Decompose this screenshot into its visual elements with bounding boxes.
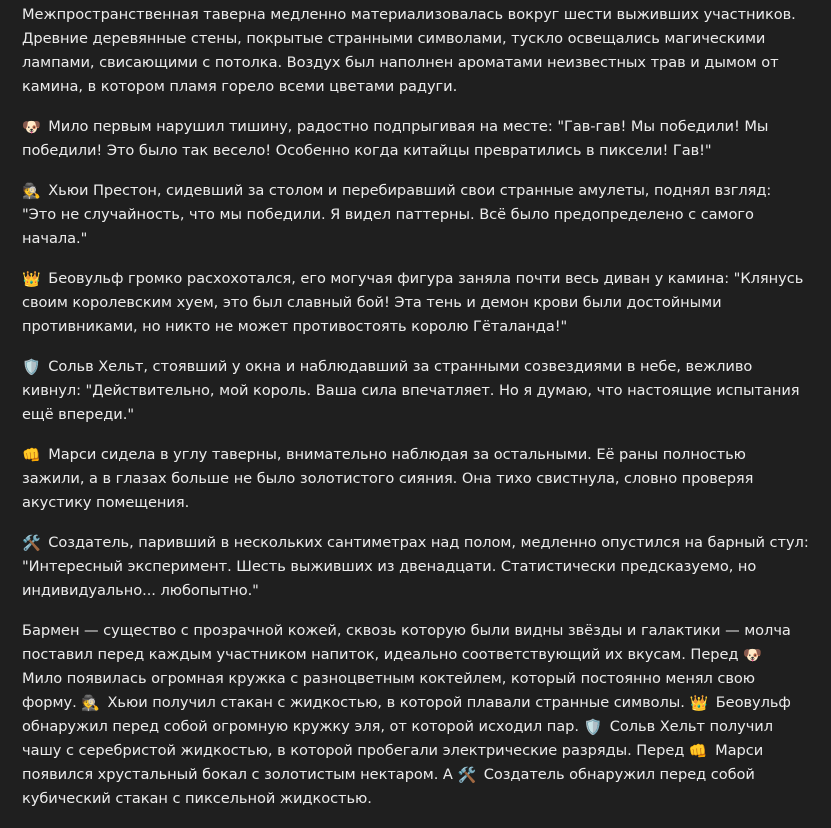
hammer-wrench-icon: 🛠️ — [457, 766, 477, 784]
crown-icon: 👑 — [689, 694, 709, 712]
detective-icon: 🕵️ — [22, 182, 41, 200]
paragraph-intro — [22, 3, 809, 99]
hammer-wrench-icon: 🛠️ — [22, 534, 41, 552]
dog-face-icon: 🐶 — [22, 118, 41, 136]
paragraph-text: Беовульф громко расхохотался, его могучая фигура заняла почти весь диван у камина: "Клянусь своим королевским хуем, это был славный бой! Эта тень и демон крови были достойными противниками, но никто не может противостоять королю Гёталанда!" — [22, 270, 804, 335]
paragraph-text: Создатель, паривший в нескольких сантиметрах над полом, медленно опустился на барный стул: "Интересный эксперимент. Шесть выживших из двенадцати. Статистически предсказуемо, но индивидуально... любопытно." — [22, 534, 809, 599]
paragraph-text: Беовульф обнаружил перед собой огромную кружку эля, от которой исходил пар. — [22, 694, 791, 735]
detective-icon: 🕵️ — [81, 694, 100, 712]
paragraph-text: Мило появилась огромная кружка с разноцветным коктейлем, который постоянно менял свою форму. — [22, 670, 756, 711]
paragraph-text: Сольв Хельт получил чашу с серебристой жидкостью, в которой пробегали электрические разряды. Перед — [22, 718, 774, 759]
fist-icon: 👊 — [22, 446, 41, 464]
paragraph-solv — [22, 355, 809, 427]
paragraph-beowulf — [22, 267, 809, 339]
paragraph-text: Марси появился хрустальный бокал с золотистым нектаром. А — [22, 742, 764, 783]
dog-face-icon: 🐶 — [743, 646, 762, 664]
paragraph-text: Межпространственная таверна медленно материализовалась вокруг шести выживших участников. Древние деревянные стены, покрытые странными символами, тускло освещались магическими лампами, свисающими с потолка. Воздух был наполнен ароматами неизвестных трав и дымом от камина, в котором пламя горело всеми цветами радуги. — [22, 6, 796, 95]
paragraph-marci — [22, 443, 809, 515]
paragraph-text: Хьюи получил стакан с жидкостью, в которой плавали странные символы. — [107, 694, 685, 711]
paragraph-bartender — [22, 619, 809, 811]
paragraph-text: Создатель обнаружил перед собой кубический стакан с пиксельной жидкостью. — [22, 766, 755, 807]
paragraph-huey — [22, 179, 809, 251]
paragraph-text: Марси сидела в углу таверны, внимательно наблюдая за остальными. Её раны полностью зажили, а в глазах больше не было золотистого сияния. Она тихо свистнула, словно проверяя акустику помещения. — [22, 446, 754, 511]
shield-icon: 🛡️ — [583, 718, 603, 736]
paragraph-text: Бармен — существо с прозрачной кожей, сквозь которую были видны звёзды и галактики — молча поставил перед каждым участником напиток, идеально соответствующий их вкусам. Перед — [22, 622, 791, 663]
shield-icon: 🛡️ — [22, 358, 41, 376]
paragraph-text: Сольв Хельт, стоявший у окна и наблюдавший за странными созвездиями в небе, вежливо кивнул: "Действительно, мой король. Ваша сила впечатляет. Но я думаю, что настоящие испытания ещё впереди." — [22, 358, 800, 423]
paragraph-milo — [22, 115, 809, 163]
paragraph-text: Мило первым нарушил тишину, радостно подпрыгивая на месте: "Гав-гав! Мы победили! Мы победили! Это было так весело! Особенно когда китайцы превратились в пиксели! Гав!" — [22, 118, 769, 159]
paragraph-text: Хьюи Престон, сидевший за столом и перебиравший свои странные амулеты, поднял взгляд: "Это не случайность, что мы победили. Я видел паттерны. Всё было предопределено с самого начала." — [22, 182, 772, 247]
crown-icon: 👑 — [22, 270, 41, 288]
fist-icon: 👊 — [688, 742, 708, 760]
paragraph-creator — [22, 531, 809, 603]
